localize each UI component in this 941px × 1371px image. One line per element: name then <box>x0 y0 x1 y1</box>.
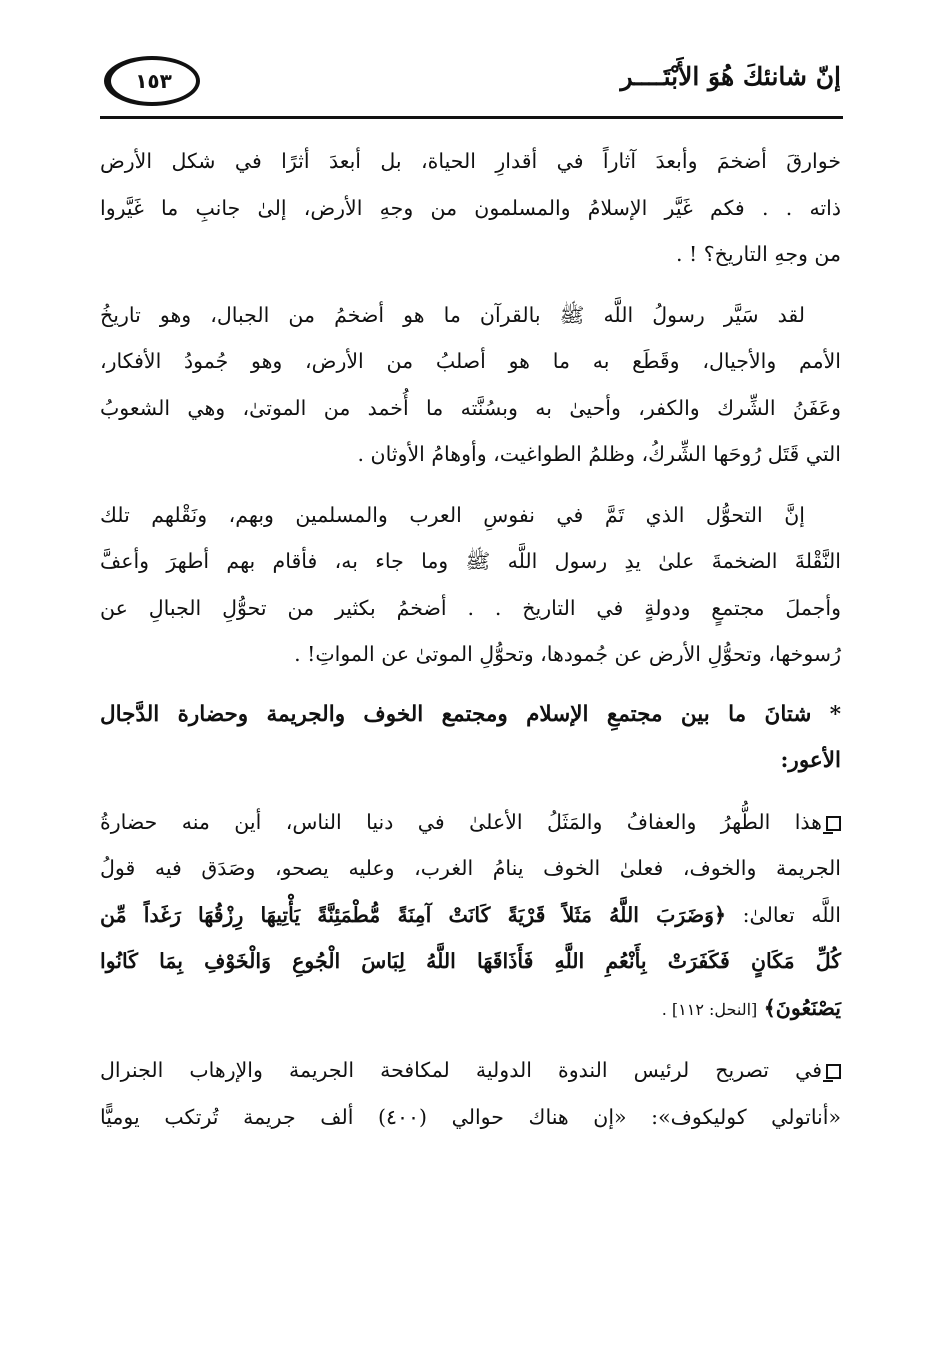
quran-verse-line: كُلِّ مَكَانٍ فَكَفَرَتْ بِأَنْعُمِ اللَّهِ فَأَذَاقَهَا اللَّهُ لِبَاسَ الْجُوعِ وَالْخَوْفِ بِمَا كَانُوا <box>100 949 841 973</box>
text-line: وعَفَنُ الشِّرك والكفر، وأحيىٰ به وبسُنَّته ما أُخمد من الموتىٰ، وهي الشعوبُ <box>100 395 841 420</box>
text-line: وأجملَ مجتمعٍ ودولةٍ في التاريخ . . أضخمُ بكثير من تحوُّلِ الجبالِ عن <box>100 595 841 620</box>
text-line: إنَّ التحوُّل الذي تَمَّ في نفوسِ العرب والمسلمين وبهم، ونَقْلهم تلك <box>100 502 805 527</box>
text-line: رُسوخها، وتحوُّلِ الأرض عن جُمودها، وتحوُّلِ الموتىٰ عن المواتِ! . <box>294 642 841 666</box>
text-line: في تصريح لرئيس الندوة الدولية لمكافحة الجريمة والإرهاب الجنرال <box>100 1058 822 1082</box>
text-line: خوارقَ أضخمَ وأبعدَ آثاراً في أقدارِ الحياة، بل أبعدَ أثرًا في شكل الأرض <box>100 149 841 173</box>
paragraph-3 <box>100 492 841 678</box>
text-line: هذا الطُّهرُ والعفافُ والمَثَلُ الأعلىٰ في دنيا الناس، أين منه حضارةُ <box>100 809 822 834</box>
bullet-box-icon <box>826 816 841 831</box>
bullet-box-icon <box>826 1064 841 1079</box>
bullet-item-2 <box>100 1047 841 1140</box>
text-line: النَّقْلةَ الضخمةَ علىٰ يدِ رسول اللَّه ﷺ وما جاء به، فأقام بهم أطهرَ وأعفَّ <box>100 549 841 573</box>
heading-marker: * <box>829 701 841 727</box>
body-text <box>100 138 841 1154</box>
running-title: إنّ شانئكَ هُوَ الأَبْتَــــر <box>620 62 841 91</box>
page-number: ١٥٣ <box>135 69 172 93</box>
quran-verse-line: ﴿وَضَرَبَ اللَّهُ مَثَلاً قَرْيَةً كَانَتْ آمِنَةً مُّطْمَئِنَّةً يَأْتِيهَا رِزْقُهَا رَغَداً مِّن <box>100 902 727 927</box>
section-heading <box>100 692 841 785</box>
heading-line: شتانَ ما بين مجتمعِ الإسلام ومجتمع الخوف والجريمة وحضارة الدَّجال <box>100 701 812 727</box>
text-line: من وجهِ التاريخ؟ ! . <box>675 242 841 266</box>
text-line: «أناتولي كوليكوف»: «إن هناك حوالي (٤٠٠) ألف جريمة تُرتكب يوميًّا <box>100 1104 842 1129</box>
text-line: الجريمة والخوف، فعلىٰ الخوف ينامُ الغرب، وعليه يصحو، وصَدَق فيه قولُ <box>100 856 841 880</box>
text-line: لقد سَيَّر رسولُ اللَّه ﷺ بالقرآن ما هو أضخمُ من الجبال، وهو تاريخُ <box>100 302 805 327</box>
text-line: ذاته . . فكم غَيَّر الإسلامُ والمسلمون من وجهِ الأرض، إلىٰ جانبِ ما غَيَّروا <box>100 195 841 220</box>
text-line: اللَّه تعالىٰ: <box>742 902 841 927</box>
quran-verse-line: يَصْنَعُونَ﴾ <box>763 995 841 1020</box>
paragraph-1 <box>100 138 841 278</box>
text-line: التي قَتَل رُوحَها الشِّركُ، وظلمُ الطواغيت، وأوهامُ الأوثان . <box>357 442 841 466</box>
heading-line: الأعور: <box>780 748 841 773</box>
bullet-item-1 <box>100 799 841 1034</box>
paragraph-2 <box>100 292 841 478</box>
header-rule <box>100 116 843 119</box>
verse-reference: [النحل: ١١٢] . <box>661 999 758 1019</box>
text-line: الأمم والأجيال، وقَطَع به ما هو أصلبُ من الأرض، وهو جُمودُ الأفكار، <box>100 349 841 373</box>
page-number-frame <box>104 56 200 106</box>
